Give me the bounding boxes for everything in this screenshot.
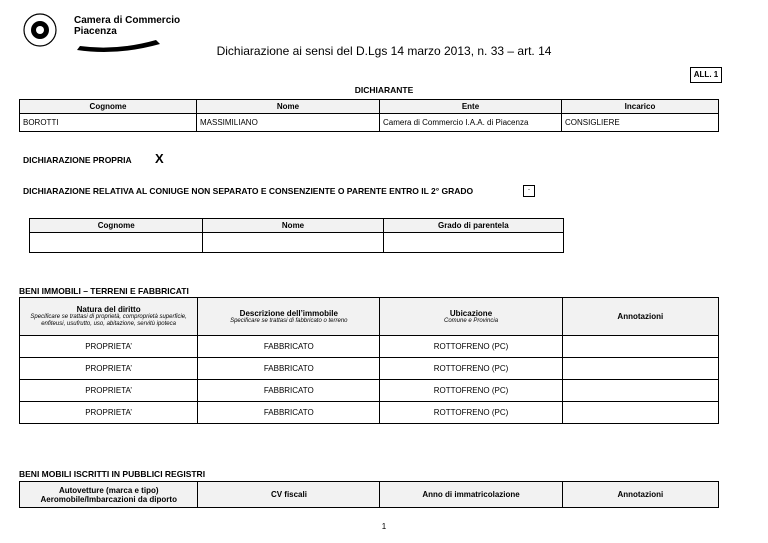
declarant-role: CONSIGLIERE [562,114,719,132]
col-nome: Nome [197,100,380,114]
col-nature-title: Natura del diritto [76,305,141,314]
document-title: Dichiarazione ai sensi del D.Lgs 14 marzo 2013, n. 33 – art. 14 [216,44,552,58]
col-description [198,298,380,336]
col-movables-notes: Annotazioni [562,482,718,508]
col-description-sub: Specificare se trattasi di fabbricato o terreno [230,317,348,324]
row-nature: PROPRIETA’ [20,402,198,424]
org-line1: Camera di Commercio [74,15,181,26]
declarant-surname: BOROTTI [20,114,197,132]
page-number: 1 [381,522,387,531]
spouse-declaration-checkbox[interactable]: - [523,185,535,197]
attachment-label: ALL. 1 [690,67,722,83]
movables-table [19,481,719,508]
relative-table [29,218,564,253]
col-notes-title: Annotazioni [617,312,664,321]
col-location-title: Ubicazione [449,308,493,318]
real-estate-section-title: BENI IMMOBILI – TERRENI E FABBRICATI [19,286,189,296]
col-ente: Ente [380,100,562,114]
col-cognome: Cognome [20,100,197,114]
row-description: FABBRICATO [198,358,380,380]
own-declaration-mark: X [155,151,164,166]
row-notes [562,358,718,380]
declarant-section-title: DICHIARANTE [354,85,414,95]
spouse-declaration-label: DICHIARAZIONE RELATIVA AL CONIUGE NON SEPARATO E CONSENZIENTE O PARENTE ENTRO IL 2° GRADO [23,186,474,196]
real-estate-table [19,297,719,424]
movables-section-title: BENI MOBILI ISCRITTI IN PUBBLICI REGISTRI [19,469,206,479]
row-description: FABBRICATO [198,402,380,424]
row-description: FABBRICATO [198,380,380,402]
rel-name-cell [203,233,383,253]
own-declaration-label: DICHIARAZIONE PROPRIA [23,155,132,165]
rel-surname-cell [30,233,203,253]
table-row [20,336,719,358]
col-notes [562,298,718,336]
org-line2: Piacenza [74,26,117,37]
col-rel-grado: Grado di parentela [383,219,563,233]
row-description: FABBRICATO [198,336,380,358]
table-row [20,402,719,424]
row-location: ROTTOFRENO (PC) [380,336,562,358]
declarant-entity: Camera di Commercio I.A.A. di Piacenza [380,114,562,132]
col-location-sub: Comune e Provincia [444,317,499,324]
col-description-title: Descrizione dell’immobile [239,308,338,318]
col-rel-nome: Nome [203,219,383,233]
row-location: ROTTOFRENO (PC) [380,358,562,380]
row-location: ROTTOFRENO (PC) [380,402,562,424]
col-registration-year: Anno di immatricolazione [380,482,562,508]
col-location [380,298,562,336]
row-nature: PROPRIETA’ [20,336,198,358]
org-name [74,15,180,37]
col-rel-cognome: Cognome [30,219,203,233]
col-incarico: Incarico [562,100,719,114]
declarant-table [19,99,719,132]
row-notes [562,402,718,424]
col-cv: CV fiscali [198,482,380,508]
col-vehicles: Autovetture (marca e tipo) Aeromobile/Imbarcazioni da diporto [20,482,198,508]
row-nature: PROPRIETA’ [20,380,198,402]
table-row [20,380,719,402]
row-location: ROTTOFRENO (PC) [380,380,562,402]
row-notes [562,380,718,402]
table-row [20,358,719,380]
rel-degree-cell [383,233,563,253]
col-nature [20,298,198,336]
row-nature: PROPRIETA’ [20,358,198,380]
row-notes [562,336,718,358]
col-nature-sub: Specificare se trattasi di proprietà, comproprietà superficie, enfiteusi, usufrutto, uso, abitazione, servitù ipoteca [30,314,187,327]
declarant-name: MASSIMILIANO [197,114,380,132]
